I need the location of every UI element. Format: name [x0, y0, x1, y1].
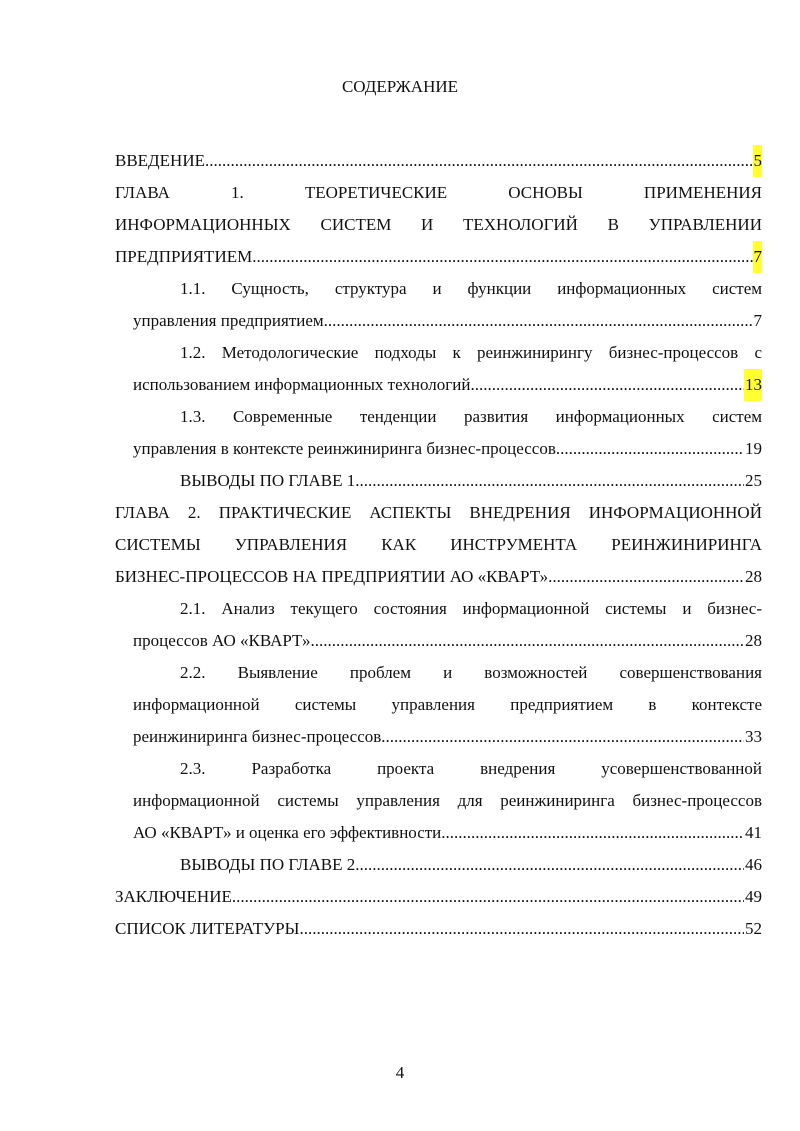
- dot-leader: [252, 241, 752, 273]
- toc-page-number: 33: [745, 727, 762, 746]
- dot-leader: [355, 465, 744, 497]
- toc-entry-section-1-1[interactable]: [115, 273, 762, 337]
- toc-entry-title: управления в контексте реинжиниринга бизнес-процессов: [133, 439, 556, 458]
- toc-page-number: 7: [753, 311, 762, 330]
- toc-entry-title: управления предприятием: [133, 311, 324, 330]
- toc-entry-section-2-3[interactable]: [115, 753, 762, 849]
- toc-entry-conclusion[interactable]: [115, 881, 762, 913]
- page-title: СОДЕРЖАНИЕ: [341, 77, 459, 96]
- toc-page-number: 28: [745, 631, 762, 650]
- toc-entry-conclusions-chapter-2[interactable]: [115, 849, 762, 881]
- toc-entry-line: 2.3. Разработка проекта внедрения усовершенствованной: [180, 759, 762, 778]
- toc-entry-line: ГЛАВА 1. ТЕОРЕТИЧЕСКИЕ ОСНОВЫ ПРИМЕНЕНИЯ: [115, 183, 762, 202]
- toc-page-number: 41: [745, 823, 762, 842]
- toc-entry-title: ПРЕДПРИЯТИЕМ: [115, 247, 253, 266]
- toc-entry-title: процессов АО «КВАРТ»: [133, 631, 311, 650]
- toc-entry-line: СИСТЕМЫ УПРАВЛЕНИЯ КАК ИНСТРУМЕНТА РЕИНЖИНИРИНГА: [115, 535, 762, 554]
- toc-entry-chapter-1[interactable]: [115, 177, 762, 273]
- toc-entry-section-1-3[interactable]: [115, 401, 762, 465]
- toc-entry-introduction[interactable]: [115, 145, 762, 177]
- toc-entry-title: СПИСОК ЛИТЕРАТУРЫ: [115, 919, 300, 938]
- dot-leader: [355, 849, 744, 881]
- toc-entry-line: 2.1. Анализ текущего состояния информационной системы и бизнес-: [180, 599, 762, 618]
- toc-entry-line: 2.2. Выявление проблем и возможностей совершенствования: [180, 663, 762, 682]
- toc-entry-title: АО «КВАРТ» и оценка его эффективности: [133, 823, 442, 842]
- toc-entry-section-2-2[interactable]: [115, 657, 762, 753]
- toc-entry-line: 1.3. Современные тенденции развития информационных систем: [180, 407, 762, 426]
- dot-leader: [232, 881, 744, 913]
- toc-entry-line: информационной системы управления предприятием в контексте: [133, 695, 762, 714]
- toc-page-number: 28: [745, 567, 762, 586]
- dot-leader: [310, 625, 744, 657]
- toc-entry-title: ВЫВОДЫ ПО ГЛАВЕ 1: [180, 471, 356, 490]
- toc-page-number: 5: [753, 145, 763, 177]
- toc-page-number: 52: [745, 919, 762, 938]
- toc-page-number: 46: [745, 855, 762, 874]
- toc-entry-line: ИНФОРМАЦИОННЫХ СИСТЕМ И ТЕХНОЛОГИЙ В УПРАВЛЕНИИ: [115, 215, 762, 234]
- dot-leader: [556, 433, 744, 465]
- toc-entry-line: ГЛАВА 2. ПРАКТИЧЕСКИЕ АСПЕКТЫ ВНЕДРЕНИЯ ИНФОРМАЦИОННОЙ: [115, 503, 762, 522]
- toc-page-number: 49: [745, 887, 762, 906]
- dot-leader: [299, 913, 744, 945]
- toc-entry-section-2-1[interactable]: [115, 593, 762, 657]
- toc-entry-title: использованием информационных технологий: [133, 375, 471, 394]
- page-number: 4: [395, 1063, 405, 1082]
- dot-leader: [381, 721, 744, 753]
- toc-page-number: 19: [745, 439, 762, 458]
- toc-entry-title: реинжиниринга бизнес-процессов: [133, 727, 382, 746]
- toc-entry-line: информационной системы управления для реинжиниринга бизнес-процессов: [133, 791, 762, 810]
- toc-entry-line: 1.1. Сущность, структура и функции информационных систем: [180, 279, 762, 298]
- toc-entry-title: ЗАКЛЮЧЕНИЕ: [115, 887, 232, 906]
- toc-entry-title: ВЫВОДЫ ПО ГЛАВЕ 2: [180, 855, 356, 874]
- dot-leader: [205, 145, 753, 177]
- dot-leader: [470, 369, 744, 401]
- toc-entry-chapter-2[interactable]: [115, 497, 762, 593]
- toc-page-number: 25: [745, 471, 762, 490]
- toc-entry-title: ВВЕДЕНИЕ: [115, 151, 205, 170]
- table-of-contents: [115, 145, 762, 945]
- toc-page-number: 7: [753, 241, 763, 273]
- dot-leader: [548, 561, 744, 593]
- toc-entry-conclusions-chapter-1[interactable]: [115, 465, 762, 497]
- toc-entry-bibliography[interactable]: [115, 913, 762, 945]
- toc-entry-line: 1.2. Методологические подходы к реинжинирингу бизнес-процессов с: [180, 343, 762, 362]
- dot-leader: [441, 817, 744, 849]
- toc-entry-section-1-2[interactable]: [115, 337, 762, 401]
- toc-entry-title: БИЗНЕС-ПРОЦЕССОВ НА ПРЕДПРИЯТИИ АО «КВАРТ»: [115, 567, 549, 586]
- toc-page-number: 13: [744, 369, 762, 401]
- dot-leader: [324, 305, 753, 337]
